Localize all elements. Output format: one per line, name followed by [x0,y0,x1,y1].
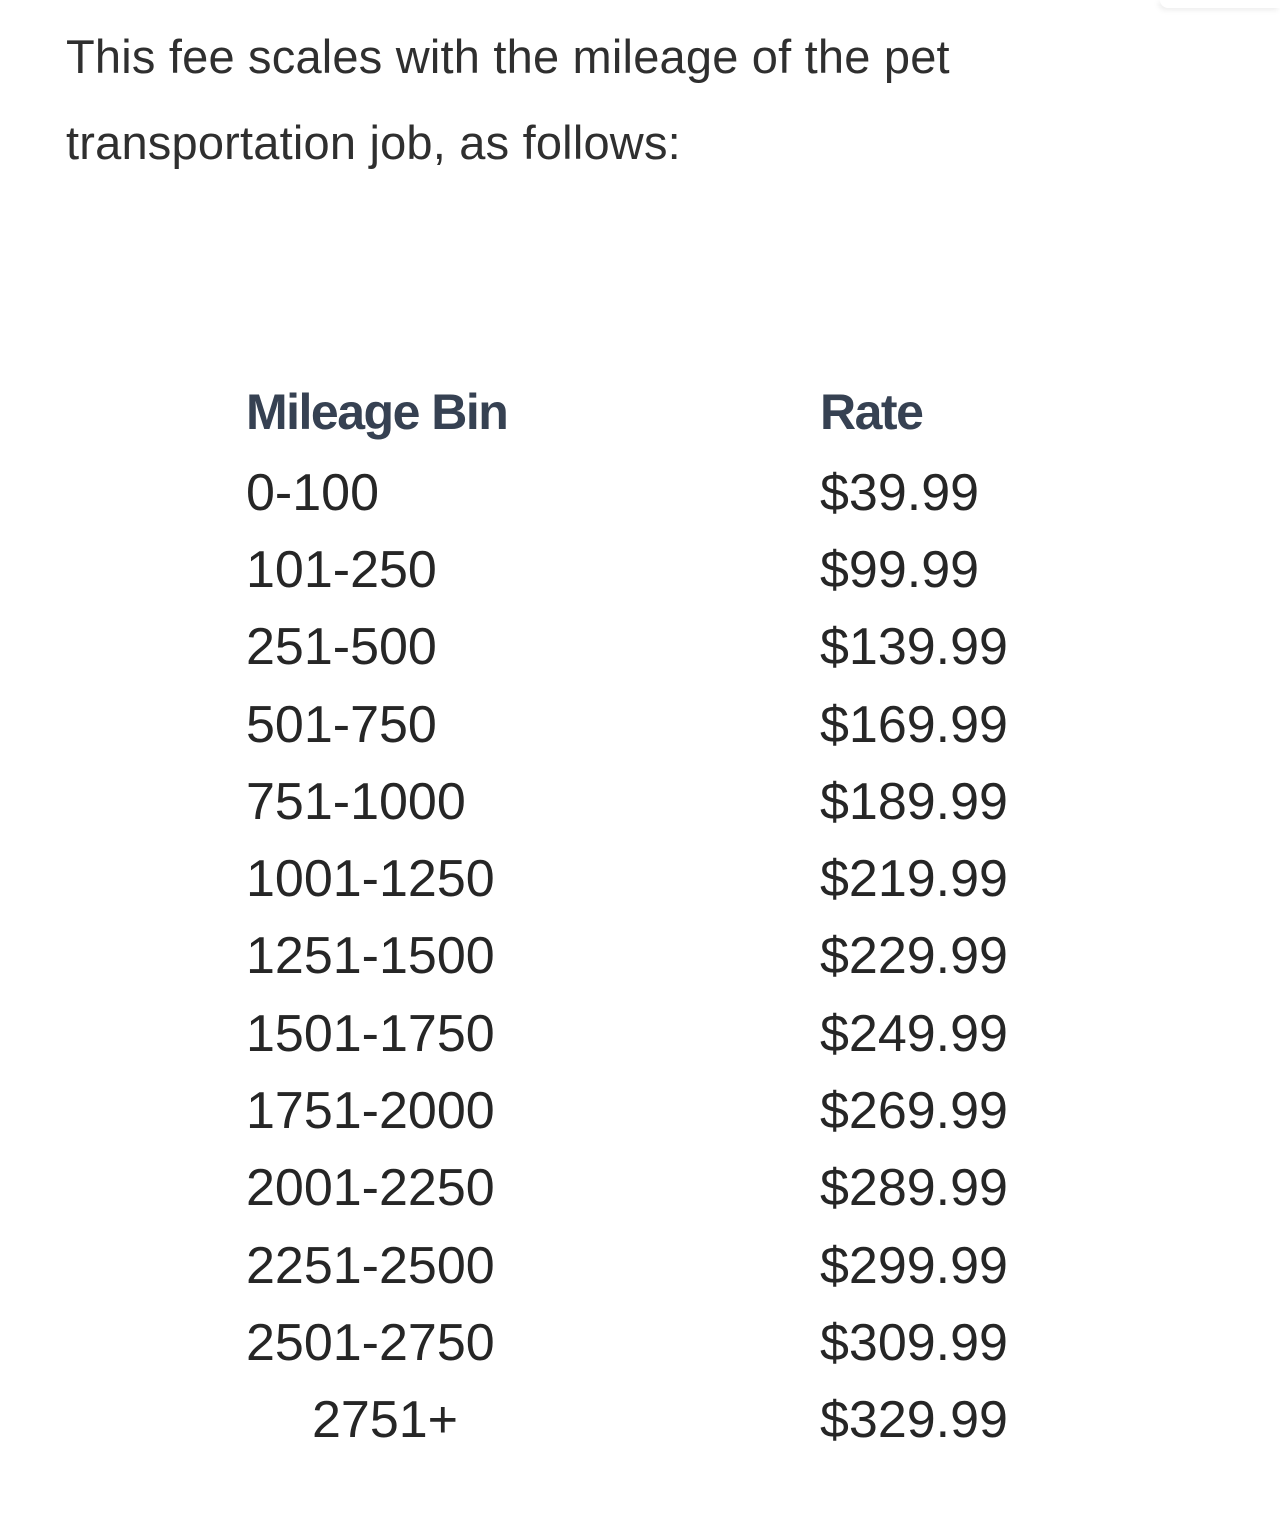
table-row [246,1227,1080,1304]
table-row [246,995,1080,1072]
rate-cell: $229.99 [820,927,1008,986]
rate-cell: $269.99 [820,1082,1008,1141]
mileage-bin-cell: 101-250 [246,540,437,599]
table-header-row [246,370,1080,454]
rate-cell: $39.99 [820,463,980,522]
rate-cell: $139.99 [820,618,1008,677]
mileage-bin-cell: 1251-1500 [246,927,495,986]
rate-cell: $219.99 [820,850,1008,909]
table-row [246,840,1080,917]
mileage-bin-cell: 1751-2000 [246,1082,495,1141]
header-mileage-bin: Mileage Bin [246,384,508,440]
table-row [246,1304,1080,1381]
table-row [246,609,1080,686]
table-row [246,686,1080,763]
rate-cell: $289.99 [820,1159,1008,1218]
table-row [246,531,1080,608]
header-rate: Rate [820,384,923,440]
mileage-bin-cell: 1001-1250 [246,850,495,909]
mileage-bin-cell: 2251-2500 [246,1236,495,1295]
table-row [246,454,1080,531]
window-corner-shadow [1160,0,1280,8]
table-row [246,1072,1080,1149]
rate-cell: $309.99 [820,1313,1008,1372]
table-row [246,1382,1080,1459]
rate-cell: $249.99 [820,1004,1008,1063]
mileage-bin-cell: 1501-1750 [246,1004,495,1063]
mileage-bin-cell: 2751+ [312,1391,459,1450]
rate-cell: $299.99 [820,1236,1008,1295]
intro-line-1: This fee scales with the mileage of the pet [66,30,950,83]
intro-line-2: transportation job, as follows: [66,116,681,169]
rate-cell: $169.99 [820,695,1008,754]
table-row [246,918,1080,995]
rate-cell: $329.99 [820,1391,1008,1450]
rate-cell: $189.99 [820,772,1008,831]
mileage-bin-cell: 251-500 [246,618,437,677]
mileage-bin-cell: 0-100 [246,463,379,522]
mileage-bin-cell: 751-1000 [246,772,466,831]
mileage-bin-cell: 501-750 [246,695,437,754]
table-row [246,1150,1080,1227]
mileage-bin-cell: 2501-2750 [246,1313,495,1372]
mileage-rate-table [246,370,1080,1459]
rate-cell: $99.99 [820,540,980,599]
table-row [246,763,1080,840]
mileage-bin-cell: 2001-2250 [246,1159,495,1218]
intro-paragraph [66,14,1216,186]
